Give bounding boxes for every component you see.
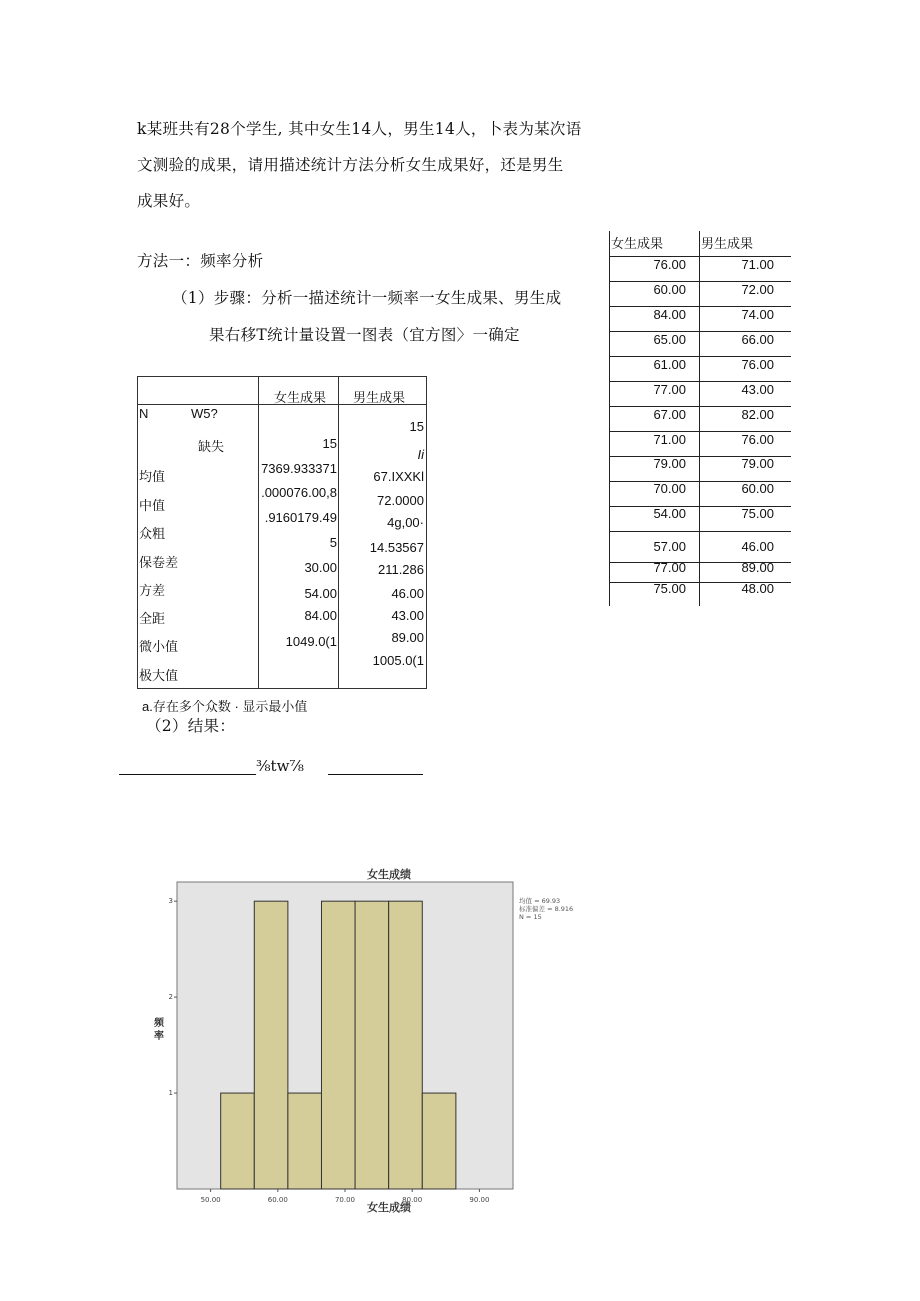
intro-line-1: k某班共有28个学生, 其中女生14人，男生14人，卜表为某次语 [137, 120, 582, 138]
boy-score-cell: 79.00 [741, 456, 774, 471]
stats-row-label: 中值 [139, 498, 166, 513]
stats-row-label: 极大值 [139, 668, 179, 683]
histogram-chart [137, 862, 677, 1222]
stats-n-label: N [139, 406, 149, 421]
boy-score-cell: 48.00 [741, 581, 774, 596]
stats-row-label: 全距 [139, 611, 166, 626]
boy-score-cell: 89.00 [741, 560, 774, 575]
histogram-bar [422, 1093, 456, 1189]
boy-score-cell: 46.00 [741, 539, 774, 554]
stats-girls-value: .000076.00,8 [261, 485, 337, 500]
stats-girls-value: 1049.0(1 [285, 634, 337, 649]
score-data-table [609, 231, 791, 606]
stats-boys-value: 43.00 [391, 608, 424, 623]
result-mark: ⅜tw⅞ [256, 757, 304, 775]
boy-score-cell: 71.00 [741, 257, 774, 272]
stats-missing-label: 缺失 [198, 439, 225, 454]
stats-boys-value: 211.286 [377, 562, 424, 577]
stats-boys-value: 15 [409, 419, 424, 434]
boy-score-cell: 82.00 [741, 407, 774, 422]
stats-girls-value: 54.00 [304, 586, 337, 601]
row-rule [610, 531, 791, 532]
boy-score-cell: 43.00 [741, 382, 774, 397]
method-step-line-2: 果右移T统计量设置一图表（宜方图〉一确定 [209, 326, 520, 344]
y-tick-label: 2 [168, 993, 173, 1002]
girl-score-cell: 75.00 [653, 581, 686, 596]
stats-girls-value: 7369.933371 [261, 461, 337, 476]
stats-header-girls: 女生成果 [274, 390, 327, 405]
histogram-bar [288, 1093, 322, 1189]
legend-entry: N = 15 [519, 913, 542, 921]
result-rule-left [119, 774, 256, 775]
stats-boys-value: 67.IXXKl [373, 469, 424, 484]
girl-score-cell: 84.00 [653, 307, 686, 322]
stats-girls-value: 30.00 [304, 560, 337, 575]
result-label: （2）结果： [146, 717, 236, 735]
girl-score-cell: 70.00 [653, 481, 686, 496]
girl-score-cell: 77.00 [653, 382, 686, 397]
header-boys: 男生成果 [701, 236, 754, 251]
header-girls: 女生成果 [611, 236, 664, 251]
girl-score-cell: 71.00 [653, 432, 686, 447]
stats-boys-value: 14.53567 [369, 540, 424, 555]
stats-boys-value: 89.00 [391, 630, 424, 645]
stats-boys-value: 4g,00· [387, 515, 424, 530]
x-tick-label: 60.00 [267, 1196, 288, 1204]
girl-score-cell: 57.00 [653, 539, 686, 554]
x-axis-label: 女生成绩 [367, 1201, 411, 1214]
statistics-table [137, 376, 427, 689]
stats-n-sub: W5? [191, 406, 218, 421]
stats-girls-value: .9160179.49 [264, 510, 337, 525]
x-tick-label: 90.00 [469, 1196, 490, 1204]
boy-score-cell: 76.00 [741, 432, 774, 447]
boy-score-cell: 74.00 [741, 307, 774, 322]
girl-score-cell: 77.00 [653, 560, 686, 575]
histogram-bar [254, 901, 288, 1189]
y-axis-label-char: 率 [154, 1031, 164, 1042]
stats-boys-value: 72.0000 [377, 493, 424, 508]
histogram-bar [355, 901, 389, 1189]
stats-row-label: 方差 [139, 583, 166, 598]
histogram-bar [221, 1093, 255, 1189]
stats-divider-2 [338, 377, 339, 688]
histogram-bar [389, 901, 423, 1189]
stats-boys-value: 1005.0(1 [372, 653, 424, 668]
boy-score-cell: 66.00 [741, 332, 774, 347]
y-tick-label: 3 [168, 897, 173, 906]
boy-score-cell: 76.00 [741, 357, 774, 372]
girl-score-cell: 76.00 [653, 257, 686, 272]
stats-girls-value: 5 [329, 535, 337, 550]
x-tick-label: 50.00 [200, 1196, 221, 1204]
girl-score-cell: 61.00 [653, 357, 686, 372]
legend-entry: 标准偏差 = 8.916 [519, 905, 574, 913]
result-rule-right [328, 774, 423, 775]
stats-row-label: 保卷差 [139, 555, 179, 570]
girl-score-cell: 67.00 [653, 407, 686, 422]
intro-line-2: 文测验的成果，请用描述统计方法分析女生成果好，还是男生 [137, 156, 564, 174]
intro-line-3: 成果好。 [137, 192, 201, 210]
girl-score-cell: 79.00 [653, 456, 686, 471]
boy-score-cell: 72.00 [741, 282, 774, 297]
x-tick-label: 70.00 [334, 1196, 356, 1204]
stats-girls-value: 84.00 [304, 608, 337, 623]
girl-score-cell: 65.00 [653, 332, 686, 347]
y-tick-label: 1 [168, 1089, 173, 1098]
stats-row-label: 微小值 [139, 639, 179, 654]
y-axis-label-char: 频 [154, 1018, 164, 1029]
girl-score-cell: 54.00 [653, 506, 686, 521]
stats-boys-value: 46.00 [391, 586, 424, 601]
girl-score-cell: 60.00 [653, 282, 686, 297]
x-tick-label: 80.00 [402, 1196, 423, 1204]
stats-row-label: 均值 [139, 469, 166, 484]
method-title: 方法一：频率分析 [137, 252, 264, 270]
stats-header-boys: 男生成果 [353, 390, 406, 405]
stats-boys-value: Ii [417, 447, 424, 462]
chart-title: 女生成绩 [367, 868, 411, 881]
method-step-line-1: （1）步骤：分析一描述统计一频率一女生成果、男生成 [172, 289, 562, 307]
boy-score-cell: 75.00 [741, 506, 774, 521]
stats-footnote: a.存在多个众数 · 显示最小值 [142, 699, 308, 714]
boy-score-cell: 60.00 [741, 481, 774, 496]
legend-entry: 均值 = 69.93 [519, 897, 561, 905]
histogram-bar [321, 901, 355, 1189]
stats-row-label: 众粗 [139, 526, 166, 541]
stats-girls-value: 15 [322, 436, 337, 451]
